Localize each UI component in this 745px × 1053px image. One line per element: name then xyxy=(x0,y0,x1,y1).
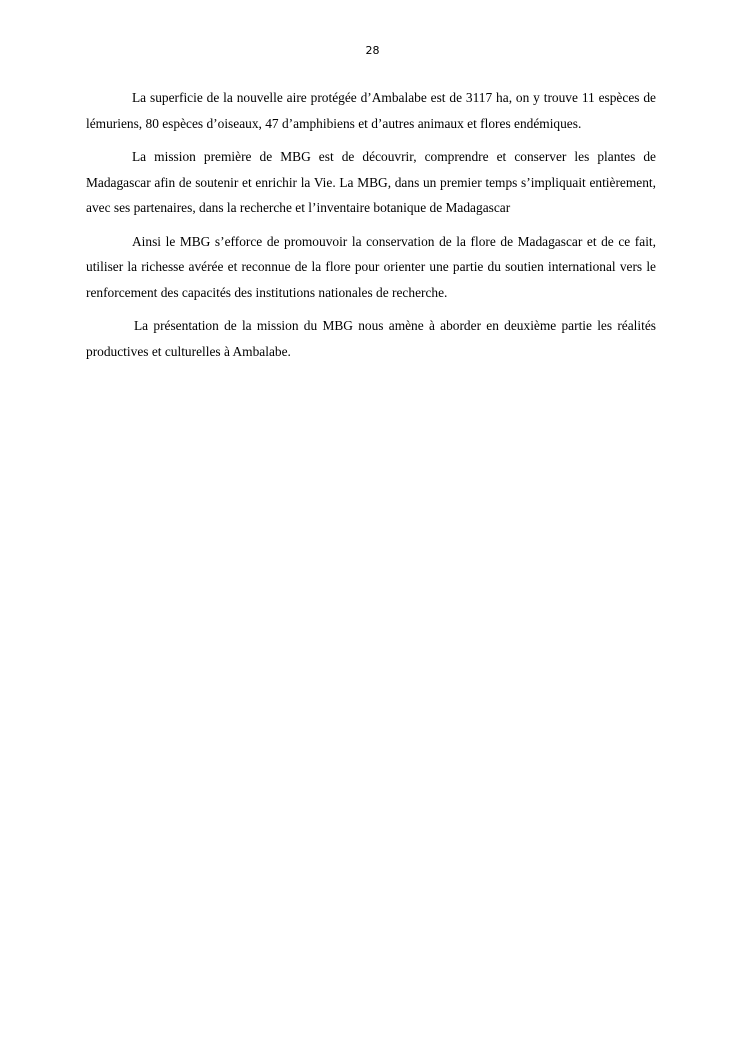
body-text xyxy=(86,85,656,372)
paragraph-mbg-mission: La mission première de MBG est de découvrir, comprendre et conserver les plantes de Madagascar afin de soutenir et enrichir la Vie. La MBG, dans un premier temps s’impliquait entièrement, avec ses partenaires, dans la recherche et l’inventaire botanique de Madagascar xyxy=(86,149,656,215)
paragraph-flora-conservation: Ainsi le MBG s’efforce de promouvoir la conservation de la flore de Madagascar et de ce fait, utiliser la richesse avérée et reconnue de la flore pour orienter une partie du soutien international vers le renforcement des capacités des institutions nationales de recherche. xyxy=(86,233,656,300)
paragraph-transition: La présentation de la mission du MBG nous amène à aborder en deuxième partie les réalités productives et culturelles à Ambalabe. xyxy=(86,318,656,359)
page-number: 28 xyxy=(365,44,380,57)
paragraph-protected-area: La superficie de la nouvelle aire protégée d’Ambalabe est de 3117 ha, on y trouve 11 espèces de lémuriens, 80 espèces d’oiseaux, 47 d’amphibiens et d’autres animaux et flores endémiques. xyxy=(86,90,656,131)
